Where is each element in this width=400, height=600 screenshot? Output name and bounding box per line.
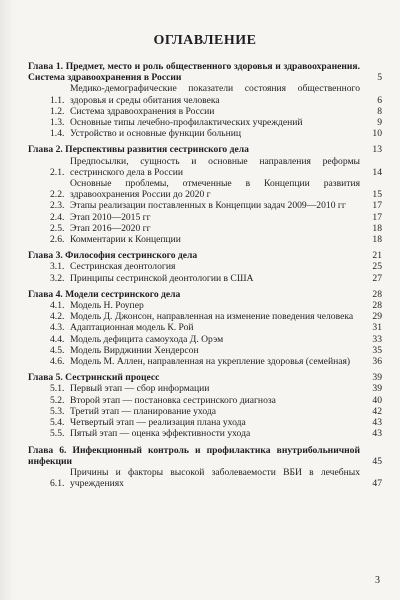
chapter-page: 21 [372, 250, 382, 262]
section-title: Модель М. Аллен, направленная на укрепление здоровья (семейная) [70, 356, 351, 368]
section-number: 1.3. [50, 117, 65, 129]
toc-entry [28, 395, 382, 406]
section-number: 4.4. [50, 333, 65, 345]
chapter-title: Глава 6. Инфекционный контроль и профилактика внутрибольничной инфекции [28, 444, 360, 467]
section-number: 2.4. [50, 211, 65, 223]
section-page: 42 [372, 405, 382, 417]
section-page: 35 [372, 344, 382, 356]
toc-entry [28, 234, 382, 245]
chapter-heading [28, 250, 382, 261]
toc-entry [28, 406, 382, 417]
toc-entry [28, 428, 382, 439]
section-number: 4.2. [50, 311, 65, 323]
section-number: 2.3. [50, 200, 65, 212]
section-page: 31 [372, 322, 382, 334]
toc-entry [28, 311, 382, 322]
toc-entry [28, 212, 382, 223]
section-title: Сестринская деонтология [70, 261, 176, 273]
section-title: Модель дефицита самоухода Д. Орэм [70, 333, 224, 345]
toc-title: ОГЛАВЛЕНИЕ [153, 33, 257, 48]
section-title: Основные проблемы, отмеченные в Концепции развития здравоохранения России до 2020 г [70, 178, 360, 201]
section-number: 2.1. [50, 166, 65, 178]
page-number: 3 [375, 575, 380, 586]
section-number: 4.6. [50, 356, 65, 368]
toc-entry [28, 334, 382, 345]
section-title: Пятый этап — оценка эффективности ухода [70, 428, 251, 440]
toc-entry [28, 128, 382, 139]
section-number: 2.2. [50, 189, 65, 201]
section-title: Этапы реализации поставленных в Концепции задач 2009—2010 гг [70, 200, 346, 212]
section-title: Комментарии к Концепции [70, 234, 181, 246]
chapter-page: 13 [372, 144, 382, 156]
section-page: 36 [372, 356, 382, 368]
section-number: 1.2. [50, 105, 65, 117]
chapter-page: 45 [372, 455, 382, 467]
section-page: 18 [372, 222, 382, 234]
toc-entry [28, 156, 382, 178]
section-title: Третий этап — планирование ухода [70, 405, 217, 417]
section-title: Модель Н. Роупер [70, 300, 144, 312]
section-page: 43 [372, 428, 382, 440]
toc-entry [28, 200, 382, 211]
section-number: 2.5. [50, 222, 65, 234]
chapter-title: Глава 2. Перспективы развития сестринского дела [28, 144, 249, 156]
section-page: 14 [372, 166, 382, 178]
section-title: Первый этап — сбор информации [70, 383, 210, 395]
section-number: 1.4. [50, 128, 65, 140]
chapter-heading [28, 445, 382, 467]
chapter-heading [28, 61, 382, 83]
section-page: 8 [377, 105, 382, 117]
section-title: Устройство и основные функции больниц [70, 128, 242, 140]
section-number: 6.1. [50, 478, 65, 490]
section-page: 40 [372, 394, 382, 406]
section-title: Модель Вирджинии Хендерсон [70, 344, 199, 356]
toc-entry [28, 178, 382, 200]
section-page: 15 [372, 189, 382, 201]
section-title: Предпосылки, сущность и основные направления реформы сестринского дела в России [70, 155, 360, 178]
chapter-title: Глава 3. Философия сестринского дела [28, 250, 198, 262]
toc-entry [28, 83, 382, 105]
chapter-title: Глава 4. Модели сестринского дела [28, 288, 181, 300]
section-title: Этап 2010—2015 гг [70, 211, 151, 223]
section-title: Основные типы лечебно-профилактических учреждений [70, 117, 303, 129]
toc-entry [28, 417, 382, 428]
toc-entry [28, 273, 382, 284]
section-number: 2.6. [50, 234, 65, 246]
section-title: Принципы сестринской деонтологии в США [70, 272, 254, 284]
chapter-heading [28, 144, 382, 155]
section-title: Адаптационная модель К. Рой [70, 322, 194, 334]
section-page: 29 [372, 311, 382, 323]
section-page: 25 [372, 261, 382, 273]
section-title: Причины и факторы высокой заболеваемости ВБИ в лечебных учреждениях [70, 466, 360, 490]
section-page: 28 [372, 300, 382, 312]
chapter-page: 28 [372, 288, 382, 300]
chapter-page: 5 [377, 72, 382, 84]
section-page: 10 [372, 128, 382, 140]
toc-entry [28, 383, 382, 394]
chapter-heading [28, 372, 382, 383]
section-number: 3.1. [50, 261, 65, 273]
section-title: Медико-демографические показатели состояния общественного здоровья и среды обитания человека [70, 83, 360, 106]
chapter-title: Глава 5. Сестринский процесс [28, 372, 160, 384]
section-number: 1.1. [50, 94, 65, 106]
section-title: Второй этап — постановка сестринского диагноза [70, 394, 276, 406]
toc-entry [28, 106, 382, 117]
section-title: Модель Д. Джонсон, направленная на изменение поведения человека [70, 311, 354, 323]
section-number: 5.5. [50, 428, 65, 440]
section-page: 17 [372, 211, 382, 223]
chapter-title: Глава 1. Предмет, место и роль общественного здоровья и здравоохранения. Система здравоохранения в России [28, 61, 360, 84]
toc-entry [28, 356, 382, 367]
section-number: 5.4. [50, 417, 65, 429]
section-title: Система здравоохранения в России [70, 105, 215, 117]
toc-entry [28, 467, 382, 489]
chapter-heading [28, 289, 382, 300]
section-number: 4.5. [50, 344, 65, 356]
section-page: 9 [377, 117, 382, 129]
section-number: 4.1. [50, 300, 65, 312]
section-number: 5.1. [50, 383, 65, 395]
section-page: 39 [372, 383, 382, 395]
toc-entry [28, 117, 382, 128]
toc-entry [28, 322, 382, 333]
section-number: 3.2. [50, 272, 65, 284]
table-of-contents [28, 61, 382, 489]
section-title: Четвертый этап — реализация плана ухода [70, 417, 246, 429]
section-page: 27 [372, 272, 382, 284]
toc-entry [28, 300, 382, 311]
toc-entry [28, 261, 382, 272]
section-number: 4.3. [50, 322, 65, 334]
toc-entry [28, 223, 382, 234]
section-number: 5.3. [50, 405, 65, 417]
section-page: 6 [377, 94, 382, 106]
toc-entry [28, 345, 382, 356]
section-page: 43 [372, 417, 382, 429]
section-page: 47 [372, 478, 382, 490]
section-title: Этап 2016—2020 гг [70, 222, 151, 234]
section-page: 17 [372, 200, 382, 212]
section-page: 18 [372, 234, 382, 246]
section-number: 5.2. [50, 394, 65, 406]
chapter-page: 39 [372, 372, 382, 384]
section-page: 33 [372, 333, 382, 345]
